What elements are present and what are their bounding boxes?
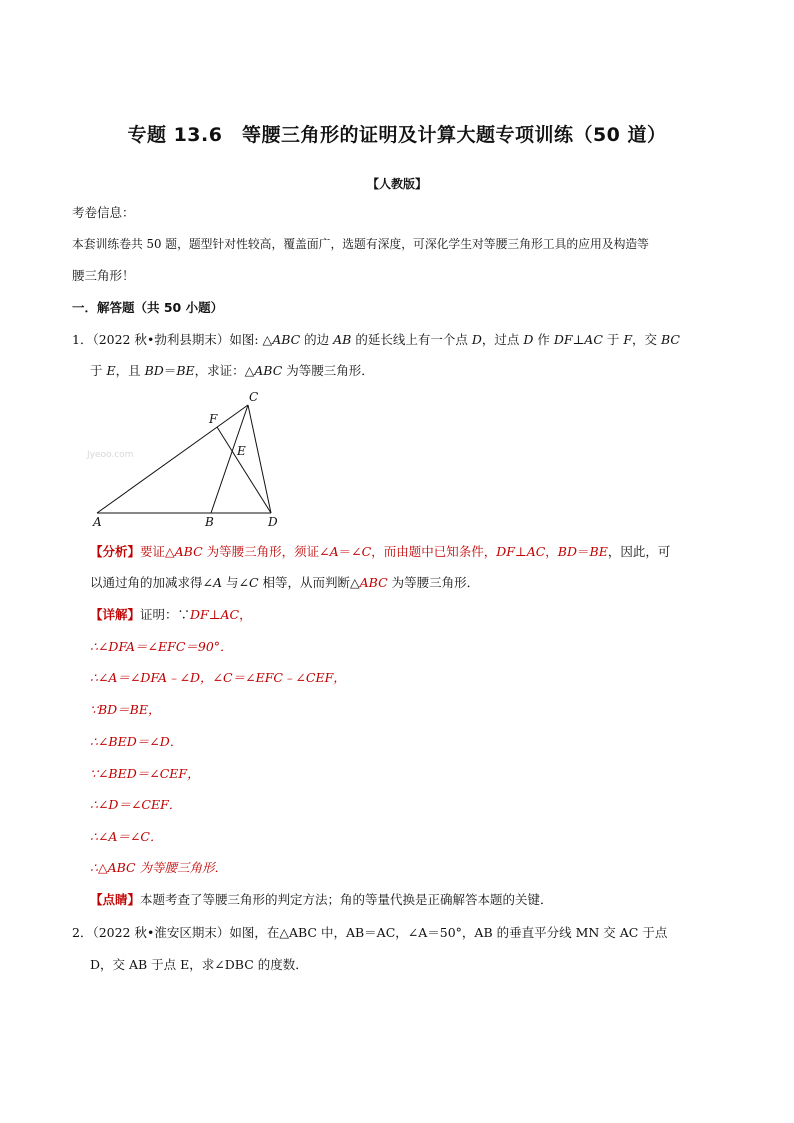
q1-text: 的延长线上有一个点: [351, 332, 472, 347]
analysis-text: ，因此，可: [607, 544, 671, 559]
analysis-var: BD: [557, 544, 578, 559]
proof-step-3: ∵BD＝BE，: [90, 702, 161, 717]
q1-var: DF: [553, 332, 573, 347]
q1-var: ABC: [254, 363, 283, 378]
analysis-text: ＝∠: [338, 544, 362, 559]
proof-step-7: ∴∠A＝∠C．: [90, 829, 163, 844]
analysis-tag: 【分析】: [90, 544, 141, 559]
proof-step-4: ∴∠BED＝∠D．: [90, 734, 183, 749]
figure-watermark: Jyeoo.com: [87, 450, 134, 460]
analysis-var: C: [361, 544, 372, 559]
analysis-var: ABC: [174, 544, 203, 559]
proof-step-5: ∵∠BED＝∠CEF，: [90, 766, 200, 781]
analysis-text: 为等腰三角形，须证∠: [202, 544, 330, 559]
q1-var: ABC: [272, 332, 301, 347]
analysis-text: ⊥: [514, 544, 527, 559]
q1-analysis-line-1: [90, 542, 670, 560]
detail-text: ⊥: [208, 607, 221, 622]
q1-text: ，过点: [481, 332, 524, 347]
q1-var: F: [623, 332, 633, 347]
q1-var: D: [471, 332, 482, 347]
q1-text: ＝: [163, 363, 177, 378]
info-heading: 考卷信息：: [72, 205, 135, 220]
analysis-text: ＝: [577, 544, 590, 559]
q1-text: ⊥: [572, 332, 585, 347]
q1-triangle-figure: [85, 385, 285, 530]
q1-analysis-line-2: [90, 573, 479, 591]
q1-var: E: [106, 363, 116, 378]
detail-var: DF: [190, 607, 209, 622]
analysis-text: 相等，从而判断△: [258, 575, 360, 590]
segment-fd: [217, 427, 271, 513]
proof-step-8: ∴△ABC 为等腰三角形．: [90, 860, 228, 875]
q1-var: AC: [584, 332, 603, 347]
label-b: B: [205, 515, 214, 529]
proof-step-1: ∴∠DFA＝∠EFC＝90°．: [90, 639, 233, 654]
info-line-1: 本套训练卷共 50 题，题型针对性较高，覆盖面广，选题有深度，可深化学生对等腰三角形工具的应用及构造等: [72, 237, 649, 251]
proof-step-6: ∴∠D＝∠CEF．: [90, 797, 182, 812]
q1-var: BC: [661, 332, 680, 347]
q2-stem-line-1: [72, 923, 667, 941]
proof-step-2: ∴∠A＝∠DFA﹣∠D，∠C＝∠EFC﹣∠CEF，: [90, 670, 346, 685]
section-heading: 一．解答题（共 50 小题）: [72, 300, 224, 315]
detail-var: AC: [220, 607, 240, 622]
q1-text: ，且: [115, 363, 145, 378]
q2-source: （2022 秋•淮安区期末）: [92, 925, 230, 940]
q1-var: BD: [144, 363, 164, 378]
analysis-var: C: [248, 575, 259, 590]
label-e: E: [237, 444, 246, 458]
q2-stem-1: 如图，在△ABC 中，AB＝AC，∠A＝50°，AB 的垂直平分线 MN 交 AC 于点: [229, 925, 668, 940]
q1-text: 如图: △: [229, 332, 273, 347]
q1-text: ，求证：△: [194, 363, 255, 378]
edition-label: 【人教版】: [366, 177, 427, 191]
label-d: D: [268, 515, 278, 529]
q2-stem-line-2: D，交 AB 于点 E，求∠DBC 的度数．: [90, 957, 308, 972]
analysis-var: AC: [526, 544, 546, 559]
q1-text: 作: [533, 332, 554, 347]
detail-text: 证明：∵: [140, 607, 191, 622]
analysis-text: 以通过角的加减求得∠: [90, 575, 213, 590]
q1-text: 为等腰三角形．: [282, 363, 374, 378]
detail-tag: 【详解】: [90, 607, 141, 622]
analysis-var: DF: [496, 544, 515, 559]
comment-text: 本题考查了等腰三角形的判定方法；角的等量代换是正确解答本题的关键．: [140, 892, 553, 907]
q2-number: 2．: [72, 925, 93, 940]
analysis-var: ABC: [359, 575, 388, 590]
q1-text: 的边: [300, 332, 334, 347]
q1-var: D: [523, 332, 534, 347]
analysis-text: ，: [545, 544, 558, 559]
analysis-var: A: [212, 575, 223, 590]
analysis-var: A: [329, 544, 339, 559]
q1-stem-line-2: [90, 361, 374, 379]
q1-number: 1．: [72, 332, 93, 347]
label-c: C: [249, 390, 259, 404]
info-line-2: 腰三角形！: [72, 268, 135, 283]
q1-var: BE: [176, 363, 195, 378]
label-f: F: [209, 412, 218, 426]
detail-text: ，: [239, 607, 252, 622]
analysis-text: 为等腰三角形．: [387, 575, 480, 590]
q1-text: 于: [90, 363, 107, 378]
analysis-var: BE: [589, 544, 608, 559]
q1-text: 于: [602, 332, 624, 347]
q1-text: ，交: [632, 332, 662, 347]
label-a: A: [93, 515, 102, 529]
q1-stem-line-1: [72, 330, 680, 348]
analysis-text: ，而由题中已知条件，: [371, 544, 497, 559]
q1-var: AB: [333, 332, 352, 347]
q1-detail-intro: [90, 605, 252, 623]
comment-tag: 【点睛】: [90, 892, 141, 907]
analysis-text: 与∠: [222, 575, 249, 590]
analysis-text: 要证△: [140, 544, 175, 559]
q1-source: （2022 秋•勃利县期末）: [92, 332, 230, 347]
document-title: 专题 13.6 等腰三角形的证明及计算大题专项训练（50 道）: [127, 124, 667, 146]
segment-cd: [248, 405, 271, 513]
q1-comment: [90, 890, 553, 908]
